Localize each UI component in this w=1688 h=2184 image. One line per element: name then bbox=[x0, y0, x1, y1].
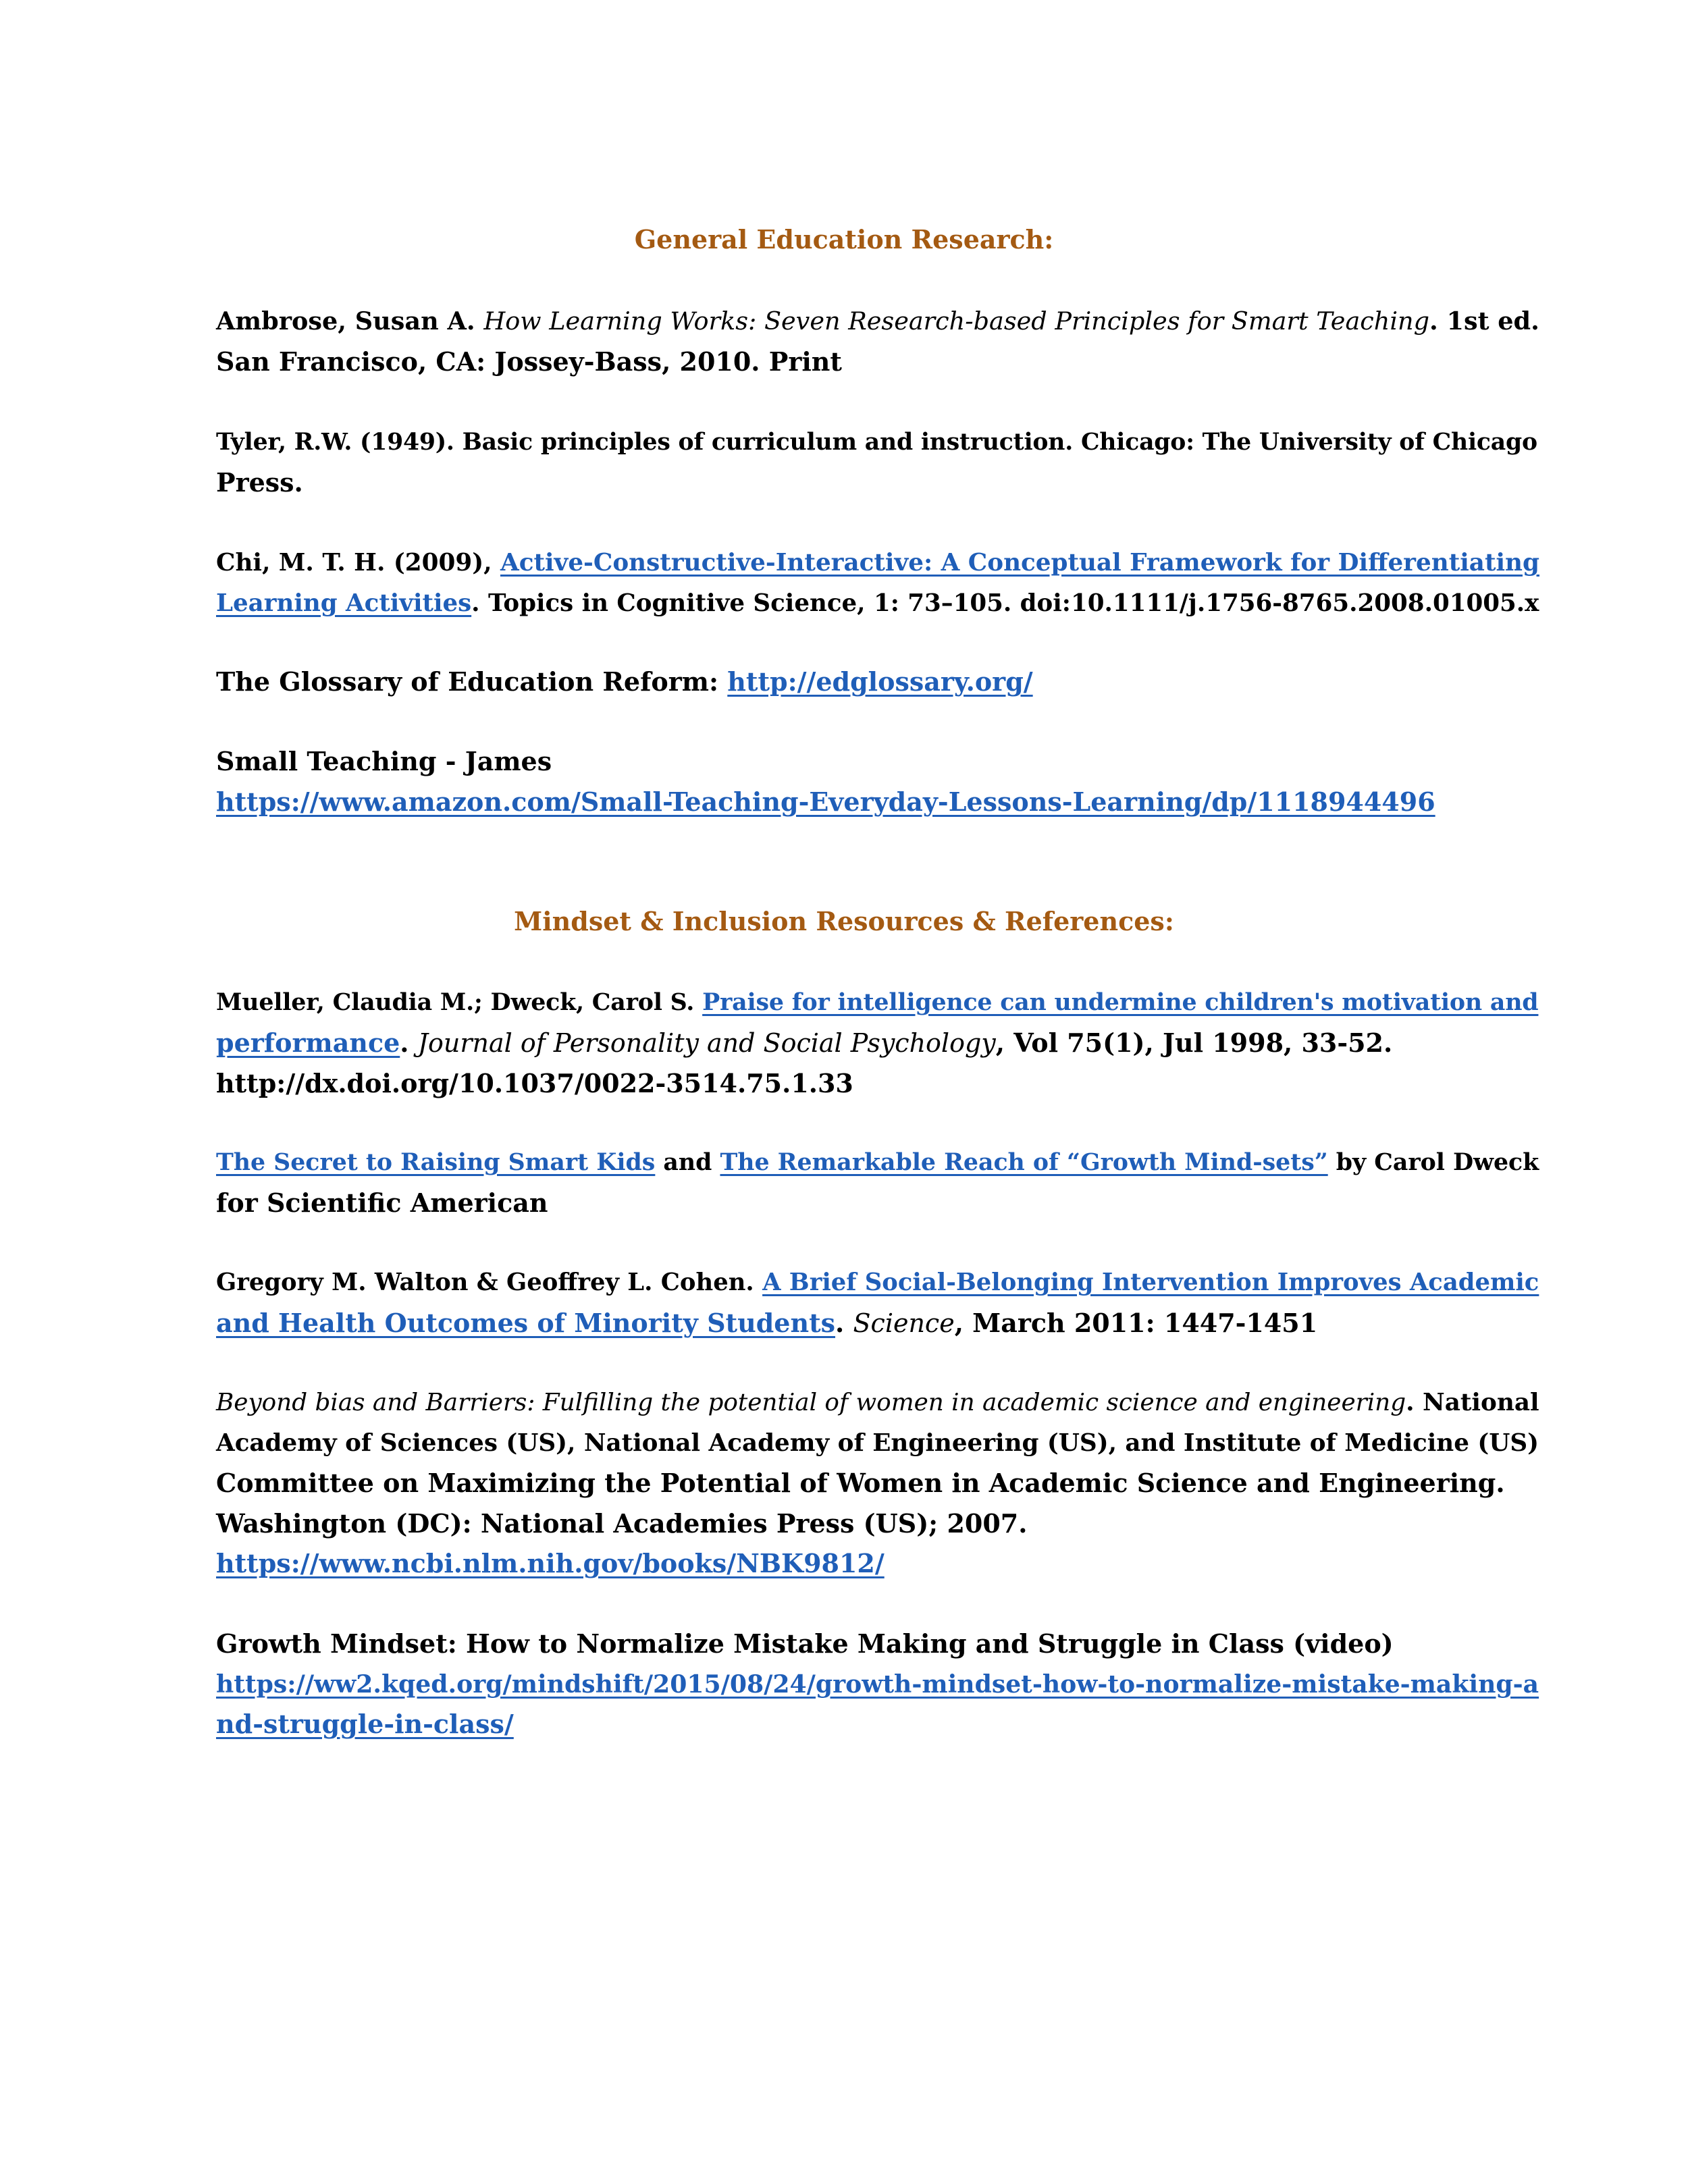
small-teaching-label: Small Teaching - James bbox=[216, 746, 552, 776]
chi-article-link[interactable]: Active-Constructive-Interactive: A Conceptual Framework for Differentiating bbox=[500, 548, 1540, 577]
ambrose-edition: . 1st ed. bbox=[1429, 307, 1539, 336]
reference-walton bbox=[216, 1262, 1546, 1343]
tyler-line1: Tyler, R.W. (1949). Basic principles of curriculum and instruction. Chicago: The University of Chicago bbox=[216, 428, 1537, 456]
reference-growth-mindset-video bbox=[216, 1624, 1546, 1744]
dweck-smart-kids-link[interactable]: The Secret to Raising Smart Kids bbox=[216, 1148, 656, 1176]
small-teaching-link[interactable]: https://www.amazon.com/Small-Teaching-Everyday-Lessons-Learning/dp/1118944496 bbox=[216, 786, 1435, 817]
section-heading-mindset-inclusion: Mindset & Inclusion Resources & References: bbox=[514, 906, 1174, 936]
mueller-article-link-continued[interactable]: performance bbox=[216, 1027, 400, 1058]
ambrose-publisher: San Francisco, CA: Jossey-Bass, 2010. Print bbox=[216, 346, 842, 377]
ambrose-author: Ambrose, Susan A. bbox=[216, 307, 475, 336]
beyond-line4: Washington (DC): National Academies Press (US); 2007. bbox=[216, 1508, 1028, 1539]
dweck-line2: for Scientific American bbox=[216, 1187, 548, 1218]
beyond-line2: Academy of Sciences (US), National Academy of Engineering (US), and Institute of Medicine (US) bbox=[216, 1428, 1539, 1457]
reference-mueller bbox=[216, 982, 1546, 1104]
reference-small-teaching bbox=[216, 741, 1546, 822]
reference-beyond-bias bbox=[216, 1383, 1546, 1584]
reference-chi bbox=[216, 543, 1546, 623]
dweck-and: and bbox=[655, 1148, 720, 1176]
walton-sep: . bbox=[835, 1307, 853, 1338]
chi-article-link-continued[interactable]: Learning Activities bbox=[216, 589, 472, 617]
glossary-label: The Glossary of Education Reform: bbox=[216, 666, 728, 697]
ambrose-title: How Learning Works: Seven Research-based Principles for Smart Teaching bbox=[483, 307, 1430, 336]
growth-label: Growth Mindset: How to Normalize Mistake Making and Struggle in Class (video) bbox=[216, 1628, 1394, 1659]
beyond-line3: Committee on Maximizing the Potential of Women in Academic Science and Engineering. bbox=[216, 1468, 1505, 1498]
reference-tyler bbox=[216, 422, 1546, 502]
walton-article-link-continued[interactable]: and Health Outcomes of Minority Students bbox=[216, 1307, 836, 1338]
reference-glossary bbox=[216, 662, 1546, 702]
growth-video-link-continued[interactable]: nd-struggle-in-class/ bbox=[216, 1709, 514, 1739]
walton-journal: Science bbox=[853, 1308, 955, 1338]
walton-author: Gregory M. Walton & Geoffrey L. Cohen. bbox=[216, 1269, 763, 1296]
beyond-bias-link[interactable]: https://www.ncbi.nlm.nih.gov/books/NBK9812/ bbox=[216, 1548, 885, 1578]
dweck-growth-mindsets-link[interactable]: The Remarkable Reach of “Growth Mind-sets” bbox=[720, 1148, 1328, 1176]
tyler-line2: Press. bbox=[216, 467, 303, 498]
mueller-article-link[interactable]: Praise for intelligence can undermine children's motivation and bbox=[702, 988, 1539, 1016]
mueller-journal: Journal of Personality and Social Psychology bbox=[417, 1028, 996, 1058]
chi-author: Chi, M. T. H. (2009), bbox=[216, 548, 500, 577]
chi-citation-rest: . Topics in Cognitive Science, 1: 73–105. doi:10.1111/j.1756-8765.2008.01005.x bbox=[471, 589, 1539, 617]
beyond-line1-rest: . National bbox=[1406, 1388, 1539, 1416]
beyond-title: Beyond bias and Barriers: Fulfilling the potential of women in academic science and engineering bbox=[216, 1389, 1406, 1416]
walton-article-link[interactable]: A Brief Social-Belonging Intervention Improves Academic bbox=[762, 1269, 1539, 1296]
section-heading-general-education: General Education Research: bbox=[634, 224, 1054, 255]
mueller-author: Mueller, Claudia M.; Dweck, Carol S. bbox=[216, 988, 703, 1016]
walton-rest: , March 2011: 1447-1451 bbox=[954, 1307, 1318, 1338]
growth-video-link[interactable]: https://ww2.kqed.org/mindshift/2015/08/24/growth-mindset-how-to-normalize-mistake-making-a bbox=[216, 1669, 1539, 1699]
reference-ambrose-line1 bbox=[216, 301, 1546, 342]
mueller-doi: http://dx.doi.org/10.1037/0022-3514.75.1.33 bbox=[216, 1068, 853, 1098]
reference-dweck bbox=[216, 1142, 1546, 1223]
dweck-by: by Carol Dweck bbox=[1327, 1148, 1539, 1176]
mueller-sep: . bbox=[400, 1027, 418, 1058]
reference-ambrose bbox=[216, 301, 1546, 381]
mueller-volume: , Vol 75(1), Jul 1998, 33-52. bbox=[995, 1027, 1393, 1058]
glossary-link[interactable]: http://edglossary.org/ bbox=[727, 666, 1033, 697]
